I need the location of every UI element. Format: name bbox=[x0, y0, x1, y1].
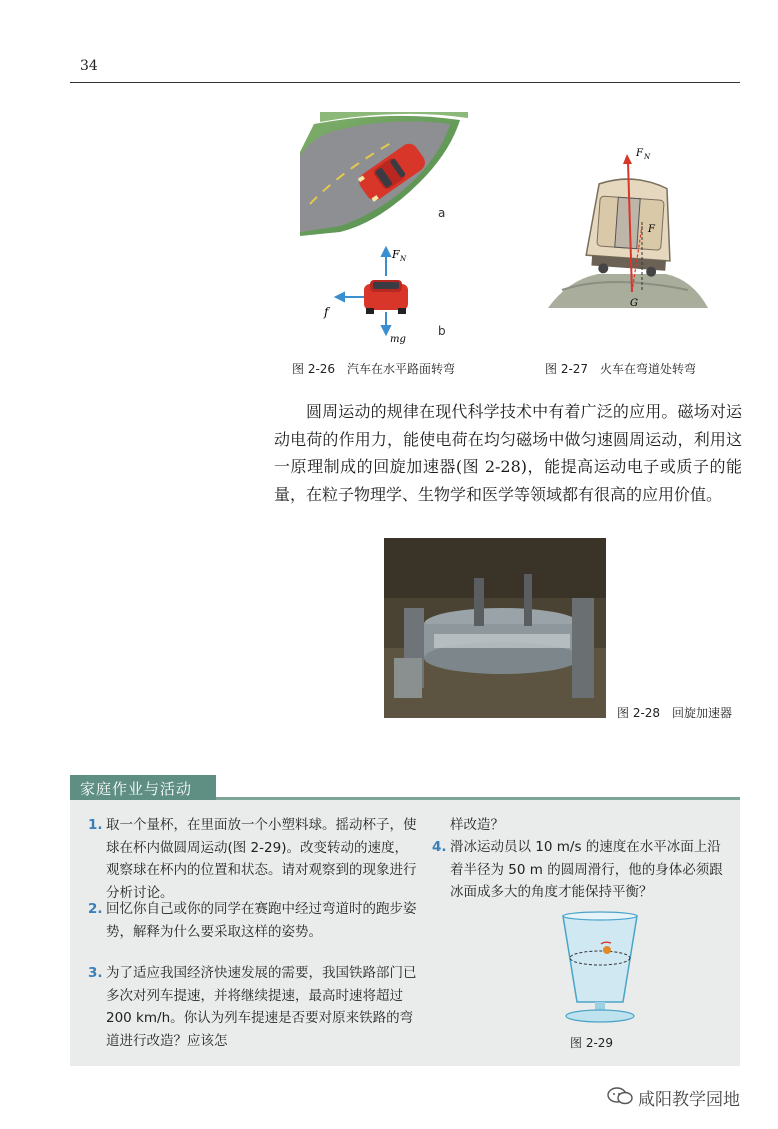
item-text: 为了适应我国经济快速发展的需要，我国铁路部门已多次对列车提速，并将继续提速，最高时速将超过 200 km/h。你认为列车提速是否要对原来铁路的弯道进行改造？应该怎 bbox=[106, 965, 417, 1049]
homework-item-2 bbox=[88, 898, 418, 943]
homework-item-1 bbox=[88, 814, 418, 904]
item-text: 回忆你自己或你的同学在赛跑中经过弯道时的跑步姿势，解释为什么要采取这样的姿势。 bbox=[106, 901, 417, 940]
force-up-label: F bbox=[392, 248, 400, 261]
figure-label-b: b bbox=[438, 324, 446, 338]
wechat-icon bbox=[606, 1086, 634, 1106]
item-number: 3. bbox=[88, 965, 103, 981]
force-arrow-left bbox=[336, 293, 364, 301]
homework-title: 家庭作业与活动 bbox=[80, 780, 193, 798]
header-rule bbox=[70, 82, 740, 83]
homework-item-3 bbox=[88, 962, 418, 1052]
item-text: 取一个量杯，在里面放一个小塑料球。摇动杯子，使球在杯内做圆周运动(图 2-29)。改变转动的速度，观察球在杯内的位置和状态。请对观察到的现象进行分析讨论。 bbox=[106, 817, 417, 901]
figure-caption-2-27: 图 2-27 火车在弯道处转弯 bbox=[545, 362, 697, 376]
figure-label-a: a bbox=[438, 206, 446, 220]
force-left-label: f bbox=[324, 305, 329, 319]
car-rear-icon bbox=[364, 280, 408, 314]
figure-caption-2-29: 图 2-29 bbox=[570, 1036, 614, 1050]
force-net-label: F bbox=[648, 224, 655, 235]
item-number: 1. bbox=[88, 817, 103, 833]
figure-caption-2-28: 图 2-28 回旋加速器 bbox=[617, 706, 733, 720]
force-normal-label: F bbox=[636, 148, 643, 159]
homework-item-3-continued bbox=[450, 814, 730, 837]
page-number: 34 bbox=[80, 58, 98, 74]
gravity-point-label: G bbox=[630, 298, 638, 309]
body-paragraph: 圆周运动的规律在现代科学技术中有着广泛的应用。磁场对运动电荷的作用力，能使电荷在均匀磁场中做匀速圆周运动，利用这一原理制成的回旋加速器(图 2-28)，能提高运动电子或质子的能量，在粒子物理学、生物学和医学等领域都有很高的应用价值。 bbox=[274, 402, 742, 504]
cyclotron-photo bbox=[384, 538, 606, 718]
homework-item-4 bbox=[432, 836, 732, 904]
force-normal-subscript: N bbox=[644, 153, 651, 161]
watermark-text: 咸阳教学园地 bbox=[638, 1090, 740, 1110]
homework-rule bbox=[216, 797, 740, 800]
force-arrow-up bbox=[382, 248, 390, 276]
item-text: 滑冰运动员以 10 m/s 的速度在水平冰面上沿着半径为 50 m 的圆周滑行，他的身体必须跟冰面成多大的角度才能保持平衡？ bbox=[450, 839, 723, 900]
train-on-curve-illustration bbox=[548, 140, 708, 315]
force-down-label: mg bbox=[390, 334, 406, 345]
figure-caption-2-26: 图 2-26 汽车在水平路面转弯 bbox=[292, 362, 456, 376]
force-up-subscript: N bbox=[400, 255, 407, 263]
item-number: 2. bbox=[88, 901, 103, 917]
item-number: 4. bbox=[432, 839, 447, 855]
measuring-cup-illustration bbox=[555, 910, 645, 1025]
car-force-diagram bbox=[320, 240, 450, 350]
item-text: 样改造？ bbox=[450, 817, 504, 833]
force-arrow-down bbox=[382, 312, 390, 334]
